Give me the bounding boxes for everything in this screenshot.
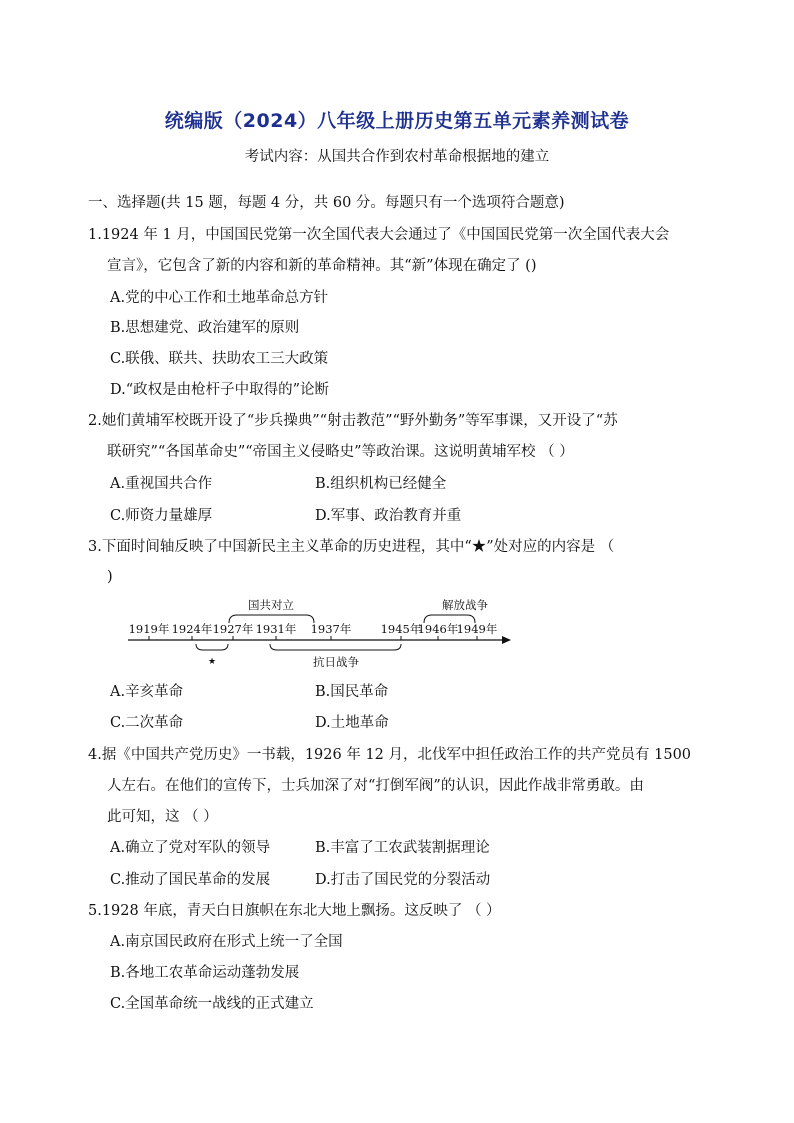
question-1-line-2: 宣言》，它包含了新的内容和新的革命精神。其“新”体现在确定了 () xyxy=(107,258,537,274)
q2-option-b: B.组织机构已经健全 xyxy=(315,476,447,492)
q5-option-a: A.南京国民政府在形式上统一了全国 xyxy=(110,934,343,950)
brace-kangri xyxy=(270,644,401,650)
question-4-line-2: 人左右。在他们的宣传下，士兵加深了对“打倒军阀”的认识，因此作战非常勇敢。由 xyxy=(107,778,644,794)
q3-option-a: A.辛亥革命 xyxy=(110,684,184,700)
q2-option-c: C.师资力量雄厚 xyxy=(110,508,213,524)
q4-option-b: B.丰富了工农武装割据理论 xyxy=(315,840,490,856)
section-heading: 一、选择题(共 15 题，每题 4 分，共 60 分。每题只有一个选项符合题意) xyxy=(88,195,565,211)
brace-star xyxy=(196,644,228,650)
q5-option-b: B.各地工农革命运动蓬勃发展 xyxy=(110,965,300,981)
page-subtitle: 考试内容：从国共合作到农村革命根据地的建立 xyxy=(244,149,550,165)
question-2-line-1: 2.她们黄埔军校既开设了“步兵操典”“射击教范”“野外勤务”等军事课，又开设了“苏 xyxy=(88,413,618,429)
year-1927: 1927年 xyxy=(212,622,254,636)
year-1949: 1949年 xyxy=(456,622,498,636)
question-2-line-2: 联研究”“各国革命史”“帝国主义侵略史”等政治课。这说明黄埔军校 （ ） xyxy=(107,444,574,460)
q2-option-a: A.重视国共合作 xyxy=(110,476,213,492)
q1-option-b: B.思想建党、政治建军的原则 xyxy=(110,320,300,336)
q3-option-d: D.土地革命 xyxy=(315,715,389,731)
question-3-line-2: ) xyxy=(107,569,113,585)
q5-option-c: C.全国革命统一战线的正式建立 xyxy=(110,996,314,1012)
year-1945: 1945年 xyxy=(380,622,422,636)
question-1-line-1: 1.1924 年 1 月，中国国民党第一次全国代表大会通过了《中国国民党第一次全国代表大会 xyxy=(88,227,670,243)
timeline-label-guogong: 国共对立 xyxy=(248,598,294,612)
year-1919: 1919年 xyxy=(128,622,170,636)
year-1931: 1931年 xyxy=(255,622,297,636)
question-3-line-1: 3.下面时间轴反映了中国新民主主义革命的历史进程，其中“★”处对应的内容是 （ xyxy=(88,539,615,555)
timeline-label-kangri: 抗日战争 xyxy=(313,655,359,669)
q3-option-b: B.国民革命 xyxy=(315,684,389,700)
q1-option-d: D.“政权是由枪杆子中取得的”论断 xyxy=(110,382,330,398)
timeline-label-jiefang: 解放战争 xyxy=(442,598,488,612)
history-timeline xyxy=(124,596,514,672)
q3-option-c: C.二次革命 xyxy=(110,715,184,731)
q4-option-d: D.打击了国民党的分裂活动 xyxy=(315,872,491,888)
question-5-line-1: 5.1928 年底，青天白日旗帜在东北大地上飘扬。这反映了 （ ） xyxy=(88,903,501,919)
star-marker: ★ xyxy=(207,657,217,667)
page-title: 统编版（2024）八年级上册历史第五单元素养测试卷 xyxy=(164,110,630,132)
question-4-line-1: 4.据《中国共产党历史》一书载，1926 年 12 月，北伐军中担任政治工作的共产党员有 1500 xyxy=(88,747,692,763)
q1-option-a: A.党的中心工作和土地革命总方针 xyxy=(110,290,329,306)
q1-option-c: C.联俄、联共、扶助农工三大政策 xyxy=(110,351,329,367)
question-4-line-3: 此可知，这 （ ） xyxy=(107,809,218,825)
year-1946: 1946年 xyxy=(417,622,459,636)
year-1937: 1937年 xyxy=(310,622,352,636)
year-1924: 1924年 xyxy=(171,622,213,636)
q4-option-c: C.推动了国民革命的发展 xyxy=(110,872,271,888)
timeline-arrow xyxy=(502,636,511,644)
q4-option-a: A.确立了党对军队的领导 xyxy=(110,840,271,856)
q2-option-d: D.军事、政治教育并重 xyxy=(315,508,462,524)
